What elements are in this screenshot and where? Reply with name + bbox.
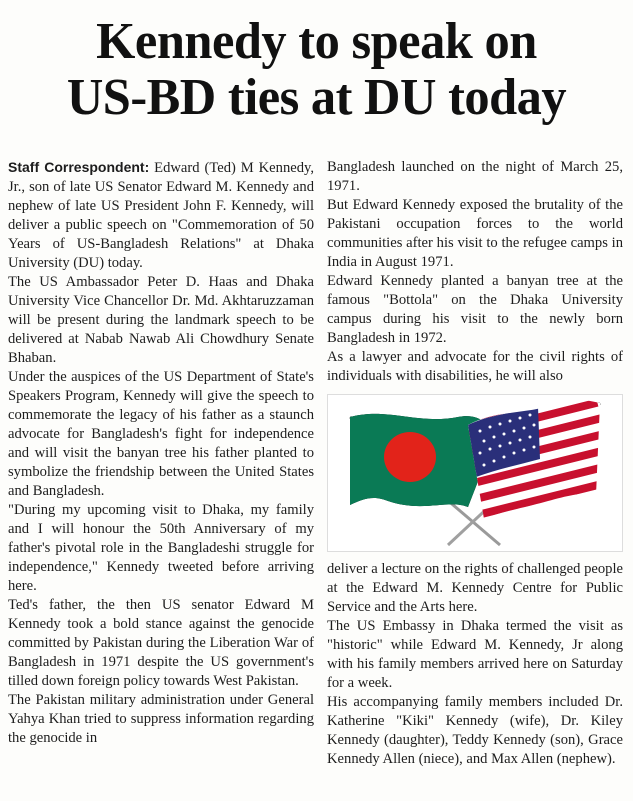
headline-line-1: Kennedy to speak on (96, 13, 537, 70)
paragraph: Ted's father, the then US senator Edward M Kennedy took a bold stance against the genocide committed by Pakistan during the Liberation War of Bangladesh in 1971 despite the US government's tilled down foreign policy towards West Pakistan. (8, 597, 314, 689)
paragraph: The US Ambassador Peter D. Haas and Dhaka University Vice Chancellor Dr. Md. Akhtaruzzaman will be present during the landmark speech to be delivered at Nabab Nawab Ali Chowdhury Senate Bhaban. (8, 274, 314, 366)
paragraph: As a lawyer and advocate for the civil rights of individuals with disabilities, he will also (327, 349, 623, 384)
paragraph: Under the auspices of the US Department of State's Speakers Program, Kennedy will give the speech to commemorate the legacy of his father as a staunch advocate for Bangladesh's fight for independence and will visit the banyan tree his father planted to symbolize the friendship between the United States and Bangladesh. (8, 369, 314, 499)
paragraph: deliver a lecture on the rights of challenged people at the Edward M. Kennedy Centre for Public Service and the Arts here. (327, 561, 623, 615)
headline-line-2: US-BD ties at DU today (66, 69, 567, 126)
paragraph: His accompanying family members included Dr. Katherine "Kiki" Kennedy (wife), Dr. Kiley Kennedy (daughter), Teddy Kennedy (son), Grace Kennedy Allen (niece), and Max Allen (nephew). (327, 694, 623, 767)
paragraph: The Pakistan military administration under General Yahya Khan tried to suppress information regarding the genocide in (8, 692, 314, 746)
article-column-right-top (327, 158, 623, 386)
paragraph: Bangladesh launched on the night of March 25, 1971. (327, 159, 623, 194)
paragraph: Edward Kennedy planted a banyan tree at the famous "Bottola" on the Dhaka University campus during his visit to the newly born Bangladesh in 1972. (327, 273, 623, 346)
byline: Staff Correspondent: (8, 159, 150, 175)
article-column-left (8, 158, 314, 748)
paragraph: "During my upcoming visit to Dhaka, my family and I will honour the 50th Anniversary of my father's pivotal role in the Bangladeshi struggle for independence," Kennedy tweeted before arriving here. (8, 502, 314, 594)
paragraph (8, 158, 314, 273)
headline (9, 14, 623, 126)
paragraph: But Edward Kennedy exposed the brutality of the Pakistani occupation forces to the world communities after his visit to the refugee camps in India in August 1971. (327, 197, 623, 270)
flags-photo (327, 394, 623, 552)
paragraph: The US Embassy in Dhaka termed the visit as "historic" while Edward M. Kennedy, Jr along with his family members arrived here on Saturday for a week. (327, 618, 623, 691)
paragraph-text: Edward (Ted) M Kennedy, Jr., son of late US Senator Edward M. Kennedy and nephew of late US President John F. Kennedy, will deliver a public speech on "Commemoration of 50 Years of US-Bangladesh Relations" at Dhaka University (DU) today. (8, 160, 315, 271)
article-column-right-bottom (327, 560, 623, 769)
